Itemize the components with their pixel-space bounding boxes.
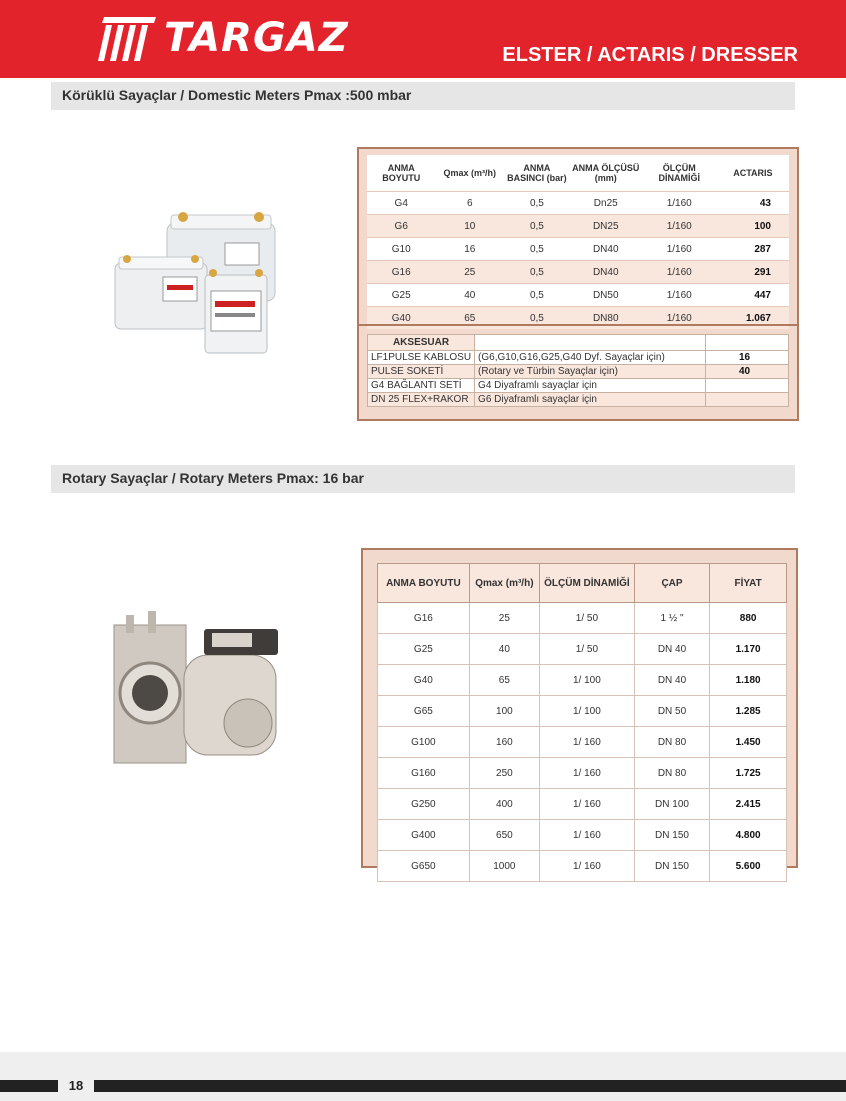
price-cell: 4.800: [710, 820, 787, 851]
domestic-col-actaris: ACTARIS: [717, 155, 789, 192]
table-cell: 1/ 100: [539, 665, 634, 696]
table-cell: 6: [435, 192, 504, 215]
rotary-col-dynamics: ÖLÇÜM DİNAMİĞİ: [539, 564, 634, 603]
domestic-row: [367, 238, 789, 261]
table-cell: 1/160: [642, 284, 717, 307]
domestic-row: [367, 284, 789, 307]
table-cell: DN40: [570, 238, 642, 261]
table-cell: DN 40: [634, 634, 709, 665]
table-cell: G65: [378, 696, 470, 727]
domestic-panel: [357, 147, 799, 421]
price-cell: 1.725: [710, 758, 787, 789]
table-cell: G6: [367, 215, 435, 238]
table-cell: G10: [367, 238, 435, 261]
domestic-row: [367, 261, 789, 284]
domestic-col-dimension: ANMA ÖLÇÜSÜ (mm): [570, 155, 642, 192]
table-cell: 1/ 160: [539, 758, 634, 789]
accessory-price-cell: [706, 379, 789, 393]
table-cell: DN 40: [634, 665, 709, 696]
table-cell: G160: [378, 758, 470, 789]
table-cell: 650: [469, 820, 539, 851]
domestic-row: [367, 215, 789, 238]
table-cell: 0,5: [504, 238, 570, 261]
rotary-row: [378, 603, 787, 634]
domestic-section-title: Körüklü Sayaçlar / Domestic Meters Pmax :500 mbar: [62, 87, 412, 103]
footer-rule-right: [94, 1080, 846, 1092]
accessory-row: [368, 365, 789, 379]
table-cell: 1 ½ ": [634, 603, 709, 634]
price-cell: 43: [717, 192, 789, 215]
rotary-row: [378, 789, 787, 820]
table-cell: 65: [469, 665, 539, 696]
accessory-name-cell: PULSE SOKETİ: [368, 365, 475, 379]
table-cell: 100: [469, 696, 539, 727]
footer-band: [0, 1052, 846, 1101]
table-cell: G650: [378, 851, 470, 882]
table-cell: 1/160: [642, 238, 717, 261]
table-cell: 25: [469, 603, 539, 634]
table-cell: 1/ 100: [539, 696, 634, 727]
table-cell: DN 80: [634, 758, 709, 789]
rotary-section-bar: [51, 465, 795, 493]
rotary-row: [378, 696, 787, 727]
domestic-price-table: [367, 155, 789, 329]
rotary-row: [378, 758, 787, 789]
rotary-section-title: Rotary Sayaçlar / Rotary Meters Pmax: 16 bar: [62, 470, 364, 486]
accessories-table: [367, 334, 789, 407]
table-cell: 400: [469, 789, 539, 820]
table-cell: G40: [378, 665, 470, 696]
rotary-row: [378, 727, 787, 758]
table-cell: 250: [469, 758, 539, 789]
rotary-col-price: FİYAT: [710, 564, 787, 603]
table-cell: 1/ 50: [539, 634, 634, 665]
domestic-section-bar: [51, 82, 795, 110]
table-cell: DN50: [570, 284, 642, 307]
table-cell: 40: [469, 634, 539, 665]
accessory-desc-cell: G6 Diyaframlı sayaçlar için: [475, 393, 706, 407]
page-header: [0, 0, 846, 78]
table-cell: 1000: [469, 851, 539, 882]
table-cell: 1/160: [642, 261, 717, 284]
price-cell: 880: [710, 603, 787, 634]
footer-rule-left: [0, 1080, 58, 1092]
accessories-header-blank: [706, 335, 789, 351]
rotary-row: [378, 665, 787, 696]
table-cell: 16: [435, 238, 504, 261]
table-cell: 0,5: [504, 284, 570, 307]
table-cell: 1/160: [642, 192, 717, 215]
table-cell: G4: [367, 192, 435, 215]
rotary-meter-photo: [108, 605, 298, 775]
table-cell: 0,5: [504, 261, 570, 284]
table-cell: DN 150: [634, 820, 709, 851]
table-cell: 1/ 160: [539, 851, 634, 882]
table-cell: 1/ 160: [539, 789, 634, 820]
table-cell: DN 50: [634, 696, 709, 727]
accessory-name-cell: DN 25 FLEX+RAKOR: [368, 393, 475, 407]
table-cell: DN40: [570, 261, 642, 284]
price-cell: 5.600: [710, 851, 787, 882]
rotary-col-qmax: Qmax (m³/h): [469, 564, 539, 603]
table-cell: 1/ 50: [539, 603, 634, 634]
accessory-desc-cell: (Rotary ve Türbin Sayaçlar için): [475, 365, 706, 379]
page-number: 18: [68, 1078, 84, 1093]
table-cell: Dn25: [570, 192, 642, 215]
accessory-row: [368, 379, 789, 393]
table-cell: G25: [367, 284, 435, 307]
price-cell: 1.285: [710, 696, 787, 727]
targaz-logo-icon: [96, 13, 158, 63]
price-cell: 291: [717, 261, 789, 284]
price-cell: 1.170: [710, 634, 787, 665]
price-cell: 287: [717, 238, 789, 261]
domestic-row: [367, 192, 789, 215]
table-cell: G40: [367, 307, 435, 330]
price-cell: 100: [717, 215, 789, 238]
table-cell: DN80: [570, 307, 642, 330]
brands-title: ELSTER / ACTARIS / DRESSER: [502, 44, 798, 66]
price-cell: 2.415: [710, 789, 787, 820]
table-cell: 160: [469, 727, 539, 758]
rotary-price-table: [377, 563, 787, 882]
table-cell: 0,5: [504, 307, 570, 330]
rotary-panel: [361, 548, 798, 872]
rotary-row: [378, 851, 787, 882]
accessory-name-cell: LF1PULSE KABLOSU: [368, 351, 475, 365]
domestic-col-dynamics: ÖLÇÜM DİNAMİĞİ: [642, 155, 717, 192]
table-cell: DN 100: [634, 789, 709, 820]
table-cell: 1/ 160: [539, 727, 634, 758]
accessory-price-cell: 40: [706, 365, 789, 379]
table-cell: 1/160: [642, 307, 717, 330]
table-cell: G250: [378, 789, 470, 820]
domestic-col-pressure: ANMA BASINCI (bar): [504, 155, 570, 192]
table-cell: G25: [378, 634, 470, 665]
rotary-row: [378, 634, 787, 665]
price-cell: 1.067: [717, 307, 789, 330]
price-cell: 1.180: [710, 665, 787, 696]
table-cell: DN25: [570, 215, 642, 238]
table-cell: 0,5: [504, 192, 570, 215]
accessory-name-cell: G4 BAĞLANTI SETİ: [368, 379, 475, 393]
table-cell: G400: [378, 820, 470, 851]
accessory-row: [368, 351, 789, 365]
table-cell: 0,5: [504, 215, 570, 238]
targaz-logo: [96, 8, 349, 68]
table-cell: G100: [378, 727, 470, 758]
accessories-header: AKSESUAR: [368, 335, 475, 351]
rotary-col-diameter: ÇAP: [634, 564, 709, 603]
accessories-header-blank: [475, 335, 706, 351]
table-cell: 1/ 160: [539, 820, 634, 851]
table-cell: DN 150: [634, 851, 709, 882]
accessory-desc-cell: G4 Diyaframlı sayaçlar için: [475, 379, 706, 393]
accessory-price-cell: [706, 393, 789, 407]
table-cell: G16: [378, 603, 470, 634]
table-cell: 1/160: [642, 215, 717, 238]
domestic-meters-photo: [105, 205, 285, 365]
rotary-col-size: ANMA BOYUTU: [378, 564, 470, 603]
domestic-col-size: ANMA BOYUTU: [367, 155, 435, 192]
panel-divider: [357, 324, 799, 326]
table-cell: 65: [435, 307, 504, 330]
table-cell: G16: [367, 261, 435, 284]
logo-text: TARGAZ: [164, 15, 349, 61]
accessory-row: [368, 393, 789, 407]
table-cell: 25: [435, 261, 504, 284]
table-cell: 10: [435, 215, 504, 238]
accessory-price-cell: 16: [706, 351, 789, 365]
price-cell: 1.450: [710, 727, 787, 758]
table-cell: 40: [435, 284, 504, 307]
table-cell: DN 80: [634, 727, 709, 758]
price-cell: 447: [717, 284, 789, 307]
domestic-col-qmax: Qmax (m³/h): [435, 155, 504, 192]
accessory-desc-cell: (G6,G10,G16,G25,G40 Dyf. Sayaçlar için): [475, 351, 706, 365]
rotary-row: [378, 820, 787, 851]
